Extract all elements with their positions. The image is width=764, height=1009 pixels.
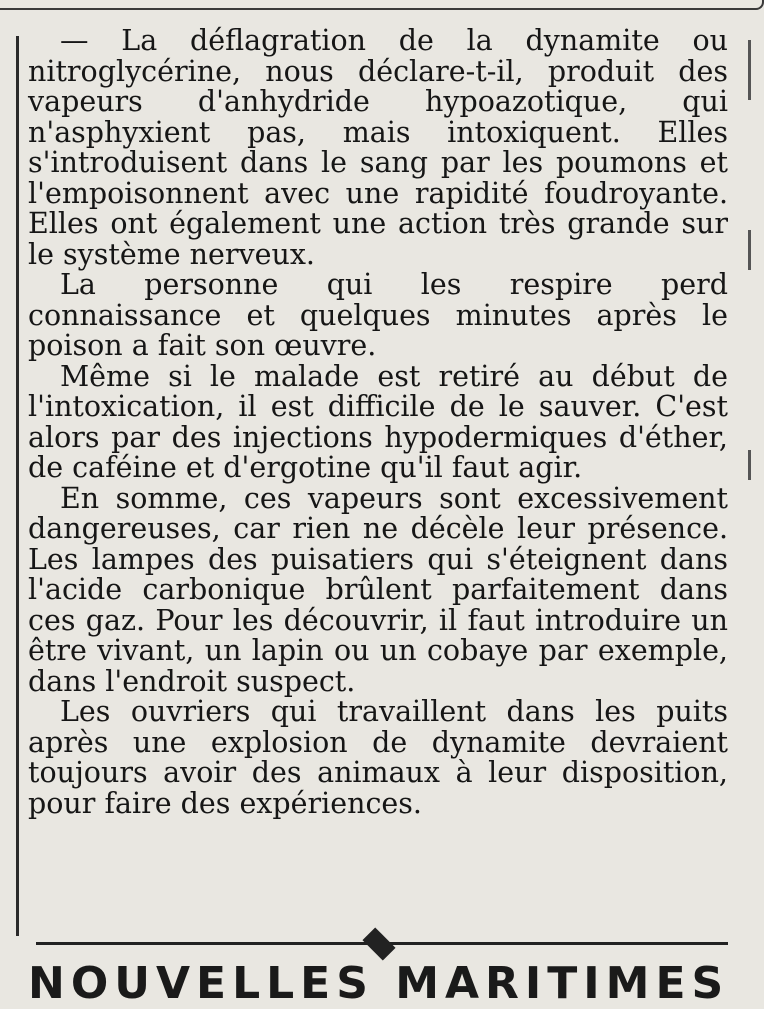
article-paragraph-4: En somme, ces vapeurs sont excessivement dangereuses, car rien ne décèle leur présence. Les lampes des puisatiers qui s'éteignent dans l'acide carbonique brûlent parfaitement dans ces gaz. Pour les découvrir, il faut introduire un être vivant, un lapin ou un cobaye par exemple, dans l'endroit suspect. <box>28 481 728 698</box>
article-paragraph-5: Les ouvriers qui travaillent dans les puits après une explosion de dynamite devraient toujours avoir des animaux à leur disposition, pour faire des expériences. <box>28 695 728 820</box>
article-paragraph-1: — La déflagration de la dynamite ou nitroglycérine, nous déclare-t-il, produit des vapeurs d'anhydride hypoazotique, qui n'asphyxient pas, mais intoxiquent. Elles s'introduisent dans le sang par les poumons et l'empoisonnent avec une rapidité foudroyante. Elles ont également une action très grande sur le système nerveux. <box>28 24 728 271</box>
article-column <box>28 26 728 819</box>
adjacent-column-bleed <box>744 30 762 930</box>
article-paragraph-3: Même si le malade est retiré au début de l'intoxication, il est difficile de le sauver. C'est alors par des injections hypodermiques d'éther, de caféine et d'ergotine qu'il faut agir. <box>28 359 728 484</box>
column-left-rule <box>16 36 19 936</box>
next-section-headline <box>28 958 748 1009</box>
next-headline-text: NOUVELLES MARITIMES <box>28 958 730 1009</box>
article-paragraph-2: La personne qui les respire perd connaissance et quelques minutes après le poison a fait son œuvre. <box>28 268 728 362</box>
divider-ornament-icon <box>362 927 395 960</box>
top-frame-rule <box>0 0 764 10</box>
